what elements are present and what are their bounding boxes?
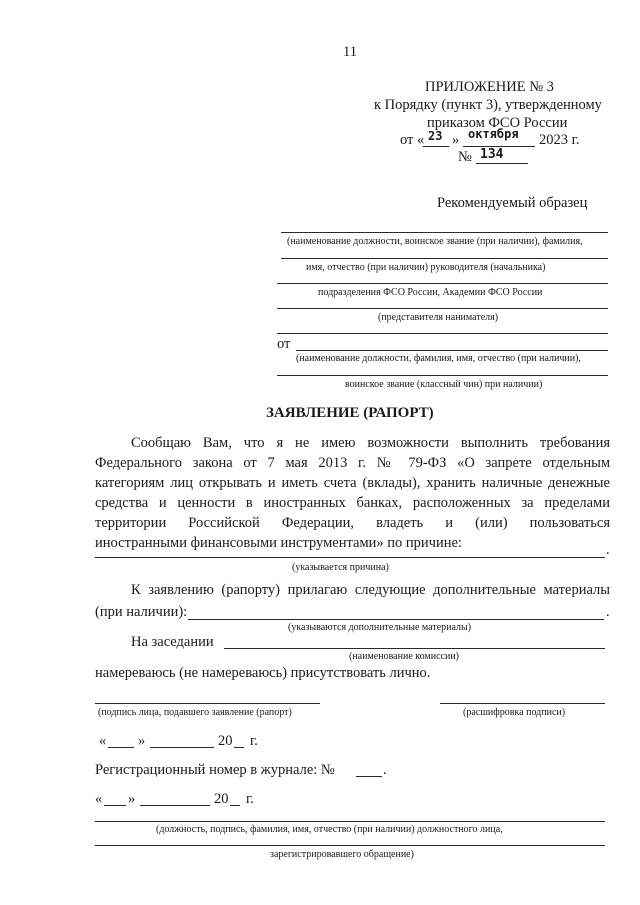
date2-open-quote: « [95, 791, 103, 807]
body-line-1: Сообщаю Вам, что я не имею возможности выполнить требования [131, 435, 610, 451]
addressee-caption-1: (наименование должности, воинское звание (при наличии), фамилия, [287, 236, 583, 247]
document-title: ЗАЯВЛЕНИЕ (РАПОРТ) [266, 405, 434, 421]
attachments-line-1: К заявлению (рапорту) прилагаю следующие дополнительные материалы [131, 582, 610, 598]
signature-decode-line[interactable] [440, 703, 605, 704]
addressee-line-4 [277, 308, 608, 309]
date2-close-quote: » [128, 791, 136, 807]
addressee-caption-2: имя, отчество (при наличии) руководителя (начальника) [306, 262, 546, 273]
sender-line-2 [277, 375, 608, 376]
date-day: 23 [428, 129, 443, 143]
body-line-5: территории Российской Федерации, владеть и (или) пользоваться [95, 515, 610, 531]
date2-day-line[interactable] [104, 805, 126, 806]
addressee-line-3 [277, 283, 608, 284]
date2-year: 20 [214, 791, 229, 807]
reason-field-line[interactable] [95, 557, 605, 558]
attachments-line-2: (при наличии): [95, 604, 188, 620]
date1-day-line[interactable] [108, 747, 134, 748]
addressee-line-1 [281, 232, 608, 233]
attachments-field-line[interactable] [188, 619, 604, 620]
date1-year-line[interactable] [234, 747, 244, 748]
sample-label: Рекомендуемый образец [437, 195, 588, 211]
attachments-caption: (указываются дополнительные материалы) [288, 622, 472, 633]
registration-number-line[interactable] [356, 776, 382, 777]
official-line-2[interactable] [95, 845, 605, 846]
order-number-label: № [458, 149, 472, 165]
signature-line[interactable] [95, 703, 320, 704]
date-month: октября [468, 127, 519, 141]
date1-close-quote: » [138, 733, 146, 749]
addressee-caption-3: подразделения ФСО России, Академии ФСО России [318, 287, 543, 298]
body-line-3: категориям лиц открывать и иметь счета (вклады), хранить наличные денежные [95, 475, 610, 491]
order-number: 134 [480, 147, 504, 162]
sender-caption-2: воинское звание (классный чин) при наличии) [345, 379, 543, 390]
date2-g: г. [246, 791, 254, 807]
signature-decode-caption: (расшифровка подписи) [463, 707, 566, 718]
commission-caption: (наименование комиссии) [349, 651, 460, 662]
date-close-quote: » [452, 132, 460, 148]
date1-g: г. [250, 733, 258, 749]
appendix-order-line: к Порядку (пункт 3), утвержденному [374, 97, 602, 113]
attendance-intent: намереваюсь (не намереваюсь) присутствовать лично. [95, 665, 431, 681]
body-line-4: средства и ценности в иностранных банках, расположенных за пределами [95, 495, 610, 511]
official-caption-2: зарегистрировавшего обращение) [270, 849, 414, 860]
date-year: 2023 г. [539, 132, 580, 148]
official-line-1[interactable] [95, 821, 605, 822]
meeting-label: На заседании [131, 634, 214, 650]
order-number-underline [476, 163, 528, 164]
body-line-2: Федерального закона от 7 мая 2013 г. № 79-ФЗ «О запрете отдельным [95, 455, 610, 471]
date-from-label: от « [400, 132, 425, 148]
date2-month-line[interactable] [140, 805, 210, 806]
addressee-line-2 [281, 258, 608, 259]
reason-field-end: . [606, 542, 610, 558]
from-label: от [277, 336, 291, 352]
registration-label: Регистрационный номер в журнале: № [95, 762, 335, 778]
date-day-underline [423, 146, 449, 147]
reason-caption: (указывается причина) [292, 562, 389, 573]
date1-year: 20 [218, 733, 233, 749]
date1-open-quote: « [99, 733, 107, 749]
page-number: 11 [343, 44, 357, 60]
attachments-field-end: . [606, 604, 610, 620]
signature-caption: (подпись лица, подавшего заявление (рапорт) [98, 707, 292, 718]
sender-caption-1: (наименование должности, фамилия, имя, отчество (при наличии), [296, 353, 581, 364]
addressee-line-5 [277, 333, 608, 334]
official-caption-1: (должность, подпись, фамилия, имя, отчество (при наличии) должностного лица, [156, 824, 503, 835]
date1-month-line[interactable] [150, 747, 214, 748]
registration-end: . [383, 762, 387, 778]
appendix-decree-line: приказом ФСО России [427, 115, 568, 131]
appendix-title: ПРИЛОЖЕНИЕ № 3 [425, 79, 554, 95]
date2-year-line[interactable] [230, 805, 240, 806]
commission-field-line[interactable] [224, 648, 605, 649]
sender-line-1 [296, 350, 608, 351]
body-line-6: иностранными финансовыми инструментами» по причине: [95, 535, 462, 551]
addressee-caption-4: (представителя нанимателя) [378, 312, 499, 323]
